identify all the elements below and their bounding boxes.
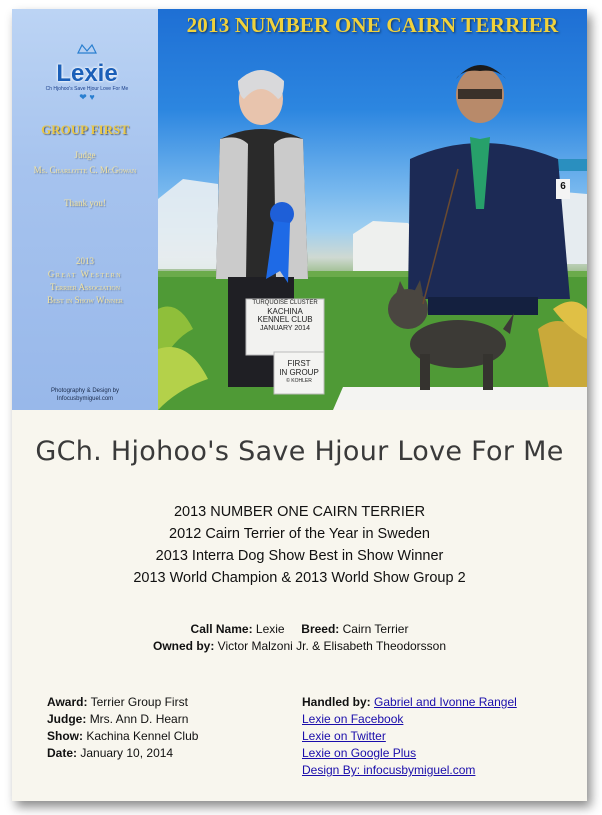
title-item: 2012 Cairn Terrier of the Year in Sweden (169, 526, 430, 542)
award-row (47, 694, 198, 711)
twitter-link[interactable]: Lexie on Twitter (302, 729, 386, 743)
logo-subtitle: Ch Hjohoo's Save Hjour Love For Me (45, 86, 129, 92)
show-photo (158, 9, 587, 410)
sign-line-3: KENNEL CLUB (257, 315, 313, 324)
flyer-page (12, 9, 587, 801)
handled-by-label: Handled by: (302, 695, 371, 709)
bis-year: 2013 (76, 256, 94, 266)
call-name-label: Call Name: (190, 622, 253, 636)
placard-line-3: © KOHLER (286, 378, 312, 384)
credit-line-2: Infocusbymiguel.com (56, 396, 114, 402)
google-plus-link[interactable]: Lexie on Google Plus (302, 746, 417, 760)
titles-list (12, 501, 587, 589)
designer-link[interactable]: Design By: infocusbymiguel.com (302, 763, 476, 777)
logo-wordmark: Lexie (56, 60, 118, 87)
show-value: Kachina Kennel Club (86, 729, 199, 743)
banner-title: 2013 NUMBER ONE CAIRN TERRIER (186, 13, 559, 37)
credit-line-1: Photography & Design by (50, 388, 120, 394)
title-item: 2013 NUMBER ONE CAIRN TERRIER (173, 504, 426, 520)
judge-name: Ms. Charlotte C. McGowan (33, 165, 137, 175)
side-panel (12, 9, 158, 410)
owned-by-row (12, 639, 587, 653)
group-first-heading: GROUP FIRST (41, 122, 129, 137)
placard-line-1: FIRST (287, 359, 311, 368)
placard-line-2: IN GROUP (279, 368, 319, 377)
judge-row (47, 711, 198, 728)
breed-label: Breed: (301, 622, 340, 636)
armband-number: 6 (560, 181, 566, 192)
owned-by-value: Victor Malzoni Jr. & Elisabeth Theodorsson (217, 639, 447, 653)
group-placard (274, 359, 324, 386)
photo-credit (12, 387, 158, 403)
show-row (47, 728, 198, 745)
call-name-breed-row (12, 622, 587, 636)
title-item: 2013 Interra Dog Show Best in Show Winner (155, 548, 444, 564)
handled-by-row (302, 694, 517, 711)
handler-link[interactable]: Gabriel and Ivonne Rangel (374, 695, 517, 709)
thank-you-text: Thank you! (64, 198, 106, 208)
judge-row-value: Mrs. Ann D. Hearn (89, 712, 189, 726)
date-label: Date: (47, 746, 78, 760)
title-item: 2013 World Champion & 2013 World Show Group 2 (133, 570, 466, 586)
links-column (302, 694, 517, 779)
owned-by-label: Owned by: (152, 639, 215, 653)
date-value: January 10, 2014 (80, 746, 174, 760)
sign-line-1: TURQUOISE CLUSTER (252, 300, 318, 306)
award-details (47, 694, 198, 762)
show-scene-illustration (158, 9, 587, 410)
hero-banner (12, 9, 587, 410)
bis-line-3: Best in Show Winner (47, 295, 123, 305)
lexie-logo (42, 41, 132, 101)
show-label: Show: (47, 729, 83, 743)
award-value: Terrier Group First (90, 695, 188, 709)
bis-line-1: Great Western (47, 269, 123, 279)
sign-line-2: KACHINA (267, 306, 303, 316)
heart-icon: ❤ ♥ (79, 92, 95, 102)
bis-line-2: Terrier Association (49, 282, 121, 292)
call-name-value: Lexie (255, 622, 285, 636)
sign-line-4: JANUARY 2014 (260, 324, 310, 332)
ring-sign (246, 299, 324, 333)
judge-row-label: Judge: (47, 712, 87, 726)
dog-name-heading: GCh. Hjohoo's Save Hjour Love For Me (35, 436, 564, 467)
facebook-link[interactable]: Lexie on Facebook (302, 712, 404, 726)
award-label: Award: (47, 695, 88, 709)
breed-value: Cairn Terrier (342, 622, 409, 636)
logo-crown-icon (42, 41, 132, 55)
date-row (47, 745, 198, 762)
judge-label: Judge (74, 150, 96, 160)
